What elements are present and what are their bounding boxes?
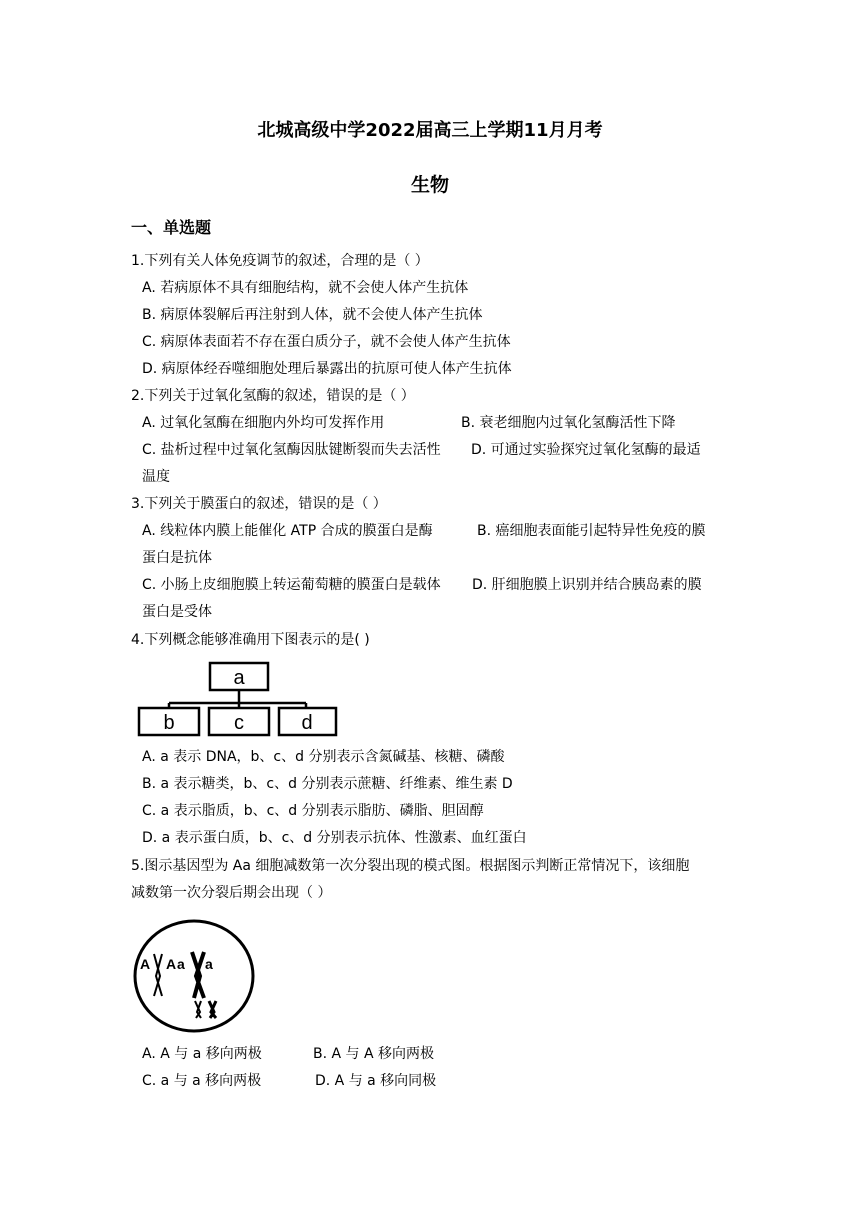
q4-option-b: B. a 表示糖类，b、c、d 分别表示蔗糖、纤维素、维生素 D: [142, 776, 513, 792]
q1-option-c: C. 病原体表面若不存在蛋白质分子，就不会使人体产生抗体: [142, 334, 511, 350]
q1-stem: 1.下列有关人体免疫调节的叙述，合理的是（ ）: [131, 253, 429, 269]
q3-stem: 3.下列关于膜蛋白的叙述，错误的是（ ）: [131, 496, 387, 512]
q4-option-c: C. a 表示脂质，b、c、d 分别表示脂肪、磷脂、胆固醇: [142, 803, 484, 819]
q2-option-d: D. 可通过实验探究过氧化氢酶的最适: [471, 442, 701, 458]
concept-diagram: [132, 660, 344, 740]
diagram-label-middle: c: [234, 712, 244, 734]
q3-option-d: D. 肝细胞膜上识别并结合胰岛素的膜: [472, 577, 702, 593]
q5-option-c: C. a 与 a 移向两极: [142, 1073, 262, 1089]
allele-label-4: a: [205, 956, 213, 972]
q1-option-b: B. 病原体裂解后再注射到人体，就不会使人体产生抗体: [142, 307, 483, 323]
diagram-label-right: d: [301, 712, 313, 734]
q2-option-c: C. 盐析过程中过氧化氢酶因肽键断裂而失去活性: [142, 442, 441, 458]
cell-meiosis-figure: [132, 918, 257, 1036]
allele-label-1: A: [140, 956, 151, 972]
allele-label-2: A: [166, 956, 177, 972]
q5-stem-cont: 减数第一次分裂后期会出现（ ）: [131, 885, 332, 901]
allele-label-3: a: [177, 956, 185, 972]
q3-option-b: B. 癌细胞表面能引起特异性免疫的膜: [477, 523, 706, 539]
q5-stem: 5.图示基因型为 Aa 细胞减数第一次分裂出现的模式图。根据图示判断正常情况下，该细胞: [131, 858, 690, 874]
section-heading: 一、单选题: [131, 218, 212, 237]
diagram-label-left: b: [163, 712, 175, 734]
subject-title: 生物: [410, 174, 449, 196]
q2-stem: 2.下列关于过氧化氢酶的叙述，错误的是（ ）: [131, 388, 415, 404]
q5-option-d: D. A 与 a 移向同极: [315, 1073, 437, 1089]
q1-option-d: D. 病原体经吞噬细胞处理后暴露出的抗原可使人体产生抗体: [142, 361, 512, 377]
q2-option-a: A. 过氧化氢酶在细胞内外均可发挥作用: [142, 415, 385, 431]
q3-option-d-cont: 蛋白是受体: [142, 604, 212, 620]
q2-option-d-cont: 温度: [142, 469, 170, 485]
q5-option-b: B. A 与 A 移向两极: [313, 1046, 435, 1062]
q3-option-a: A. 线粒体内膜上能催化 ATP 合成的膜蛋白是酶: [142, 523, 433, 539]
q2-option-b: B. 衰老细胞内过氧化氢酶活性下降: [461, 415, 676, 431]
q4-option-a: A. a 表示 DNA，b、c、d 分别表示含氮碱基、核糖、磷酸: [142, 749, 505, 765]
q4-option-d: D. a 表示蛋白质，b、c、d 分别表示抗体、性激素、血红蛋白: [142, 830, 527, 846]
diagram-label-top: a: [233, 667, 245, 689]
page-title: 北城高级中学2022届高三上学期11月月考: [257, 120, 603, 141]
q4-stem: 4.下列概念能够准确用下图表示的是( ): [131, 632, 370, 648]
q5-option-a: A. A 与 a 移向两极: [142, 1046, 262, 1062]
q3-option-c: C. 小肠上皮细胞膜上转运葡萄糖的膜蛋白是载体: [142, 577, 441, 593]
q1-option-a: A. 若病原体不具有细胞结构，就不会使人体产生抗体: [142, 280, 469, 296]
q3-option-b-cont: 蛋白是抗体: [142, 550, 212, 566]
